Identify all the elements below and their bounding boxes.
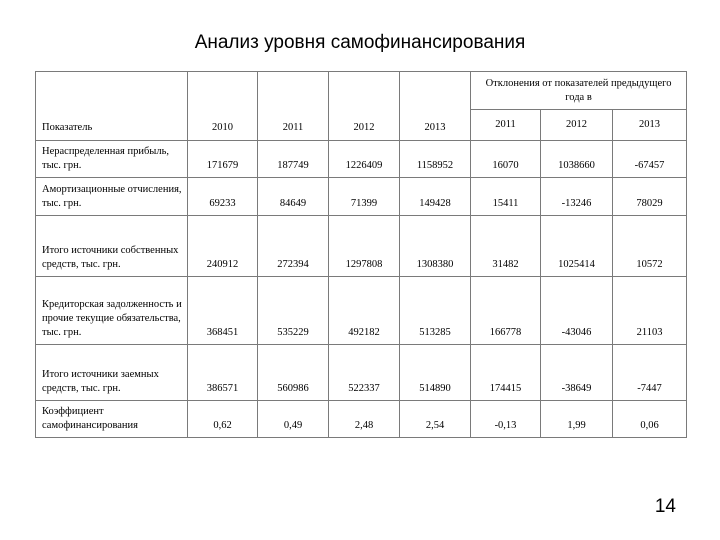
row-label: Коэффициент самофинансирования xyxy=(36,401,188,438)
cell-value: 1025414 xyxy=(541,216,613,277)
row-label: Итого источники собственных средств, тыс. грн. xyxy=(36,216,188,277)
cell-value: 69233 xyxy=(188,178,258,216)
row-label: Кредиторская задолженность и прочие текущие обязательства, тыс. грн. xyxy=(36,277,188,345)
cell-value: 0,62 xyxy=(188,401,258,438)
table-row xyxy=(36,401,687,438)
cell-value: 78029 xyxy=(613,178,687,216)
table-row xyxy=(36,277,687,345)
cell-value: 522337 xyxy=(329,345,400,401)
cell-value: -7447 xyxy=(613,345,687,401)
header-indicator: Показатель xyxy=(36,72,188,141)
cell-value: 16070 xyxy=(471,141,541,178)
cell-value: -67457 xyxy=(613,141,687,178)
cell-value: 84649 xyxy=(258,178,329,216)
cell-value: 10572 xyxy=(613,216,687,277)
cell-value: 1297808 xyxy=(329,216,400,277)
cell-value: 187749 xyxy=(258,141,329,178)
header-deviation-2012: 2012 xyxy=(541,110,613,141)
header-year-2010: 2010 xyxy=(188,72,258,141)
header-year-2013: 2013 xyxy=(400,72,471,141)
header-deviation-2013: 2013 xyxy=(613,110,687,141)
cell-value: 166778 xyxy=(471,277,541,345)
cell-value: 1158952 xyxy=(400,141,471,178)
row-label: Амортизационные отчисления, тыс. грн. xyxy=(36,178,188,216)
cell-value: 2,48 xyxy=(329,401,400,438)
table-row xyxy=(36,178,687,216)
cell-value: 368451 xyxy=(188,277,258,345)
cell-value: 2,54 xyxy=(400,401,471,438)
page-number: 14 xyxy=(654,496,676,517)
table-row xyxy=(36,141,687,178)
cell-value: 1308380 xyxy=(400,216,471,277)
cell-value: -13246 xyxy=(541,178,613,216)
cell-value: -43046 xyxy=(541,277,613,345)
cell-value: -38649 xyxy=(541,345,613,401)
header-deviation-group: Отклонения от показателей предыдущего года в xyxy=(471,72,687,110)
cell-value: 71399 xyxy=(329,178,400,216)
cell-value: 1226409 xyxy=(329,141,400,178)
cell-value: 174415 xyxy=(471,345,541,401)
table-row xyxy=(36,345,687,401)
cell-value: 31482 xyxy=(471,216,541,277)
cell-value: 1,99 xyxy=(541,401,613,438)
cell-value: -0,13 xyxy=(471,401,541,438)
table-row xyxy=(36,216,687,277)
row-label: Нераспределенная прибыль, тыс. грн. xyxy=(36,141,188,178)
cell-value: 386571 xyxy=(188,345,258,401)
cell-value: 15411 xyxy=(471,178,541,216)
cell-value: 21103 xyxy=(613,277,687,345)
header-deviation-2011: 2011 xyxy=(471,110,541,141)
cell-value: 535229 xyxy=(258,277,329,345)
self-financing-table xyxy=(35,71,687,438)
cell-value: 560986 xyxy=(258,345,329,401)
row-label: Итого источники заемных средств, тыс. грн. xyxy=(36,345,188,401)
cell-value: 492182 xyxy=(329,277,400,345)
cell-value: 171679 xyxy=(188,141,258,178)
cell-value: 0,49 xyxy=(258,401,329,438)
cell-value: 514890 xyxy=(400,345,471,401)
slide-title: Анализ уровня самофинансирования xyxy=(194,32,526,53)
header-year-2011: 2011 xyxy=(258,72,329,141)
cell-value: 513285 xyxy=(400,277,471,345)
cell-value: 272394 xyxy=(258,216,329,277)
header-year-2012: 2012 xyxy=(329,72,400,141)
cell-value: 1038660 xyxy=(541,141,613,178)
cell-value: 149428 xyxy=(400,178,471,216)
cell-value: 240912 xyxy=(188,216,258,277)
cell-value: 0,06 xyxy=(613,401,687,438)
